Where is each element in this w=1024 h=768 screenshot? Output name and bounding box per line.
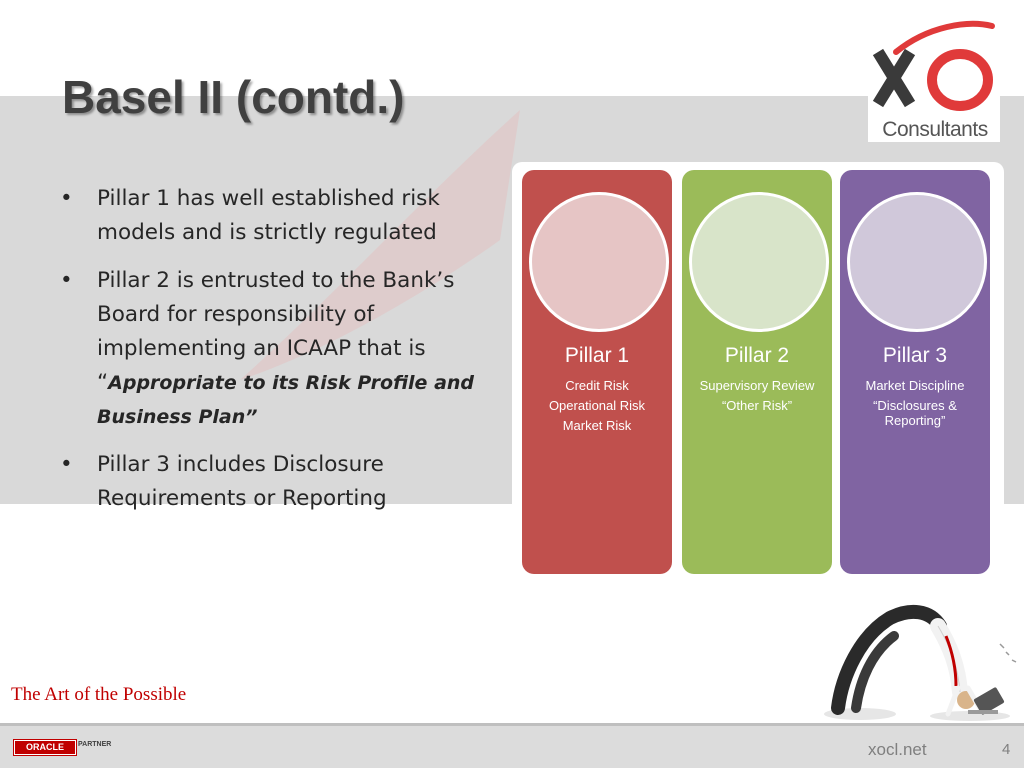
pillar-circle-icon [529,192,669,332]
pillar-title: Pillar 1 [564,344,630,367]
pillar-line: “Other Risk” [721,398,793,413]
pillar-line: Market Discipline [865,378,965,393]
pillar-1-column [522,170,672,574]
xo-consultants-logo [868,12,1000,142]
bullet-icon: • [60,268,73,293]
pillar-line: Supervisory Review [699,378,815,393]
bullet-text: Pillar 3 includes Disclosure Requirements or Reporting [97,452,387,511]
pillar-lines [686,378,828,418]
businessman-backbend-laptop-illustration [820,596,1024,724]
pillar-3-column [840,170,990,574]
partner-label: PARTNER [78,741,112,748]
pillar-title: Pillar 3 [882,344,948,367]
bullet-icon: • [60,452,73,477]
bullet-text: Pillar 1 has well established risk models and is strictly regulated [97,186,440,245]
oracle-logo: ORACLE [14,740,76,755]
pillar-title: Pillar 2 [724,344,790,367]
site-url: xocl.net [868,740,927,759]
bullet-icon: • [60,186,73,211]
pillar-lines [526,378,668,438]
pillar-circle-icon [689,192,829,332]
pillar-line: Credit Risk [565,378,629,393]
bullet-item [60,448,490,516]
tagline: The Art of the Possible [11,684,187,705]
bullet-emphasis: Appropriate to its Risk Profile and Business Plan” [97,372,475,428]
bullet-item [60,182,490,250]
pillar-line: Operational Risk [548,398,646,413]
pillar-line: Market Risk [562,418,632,433]
bullet-item [60,264,490,434]
logo-subtitle: Consultants [882,118,988,141]
pillar-circle-icon [847,192,987,332]
pillar-lines [844,378,986,433]
bullet-list [60,182,490,530]
pillar-line: “Disclosures & Reporting” [873,398,957,428]
bullet-text: Pillar 2 is entrusted to the Bank’s Board for responsibility of implementing an ICAAP that is “ [97,268,455,395]
pillar-2-column [682,170,832,574]
slide-title: Basel II (contd.) [62,71,405,123]
page-number: 4 [1002,741,1011,758]
